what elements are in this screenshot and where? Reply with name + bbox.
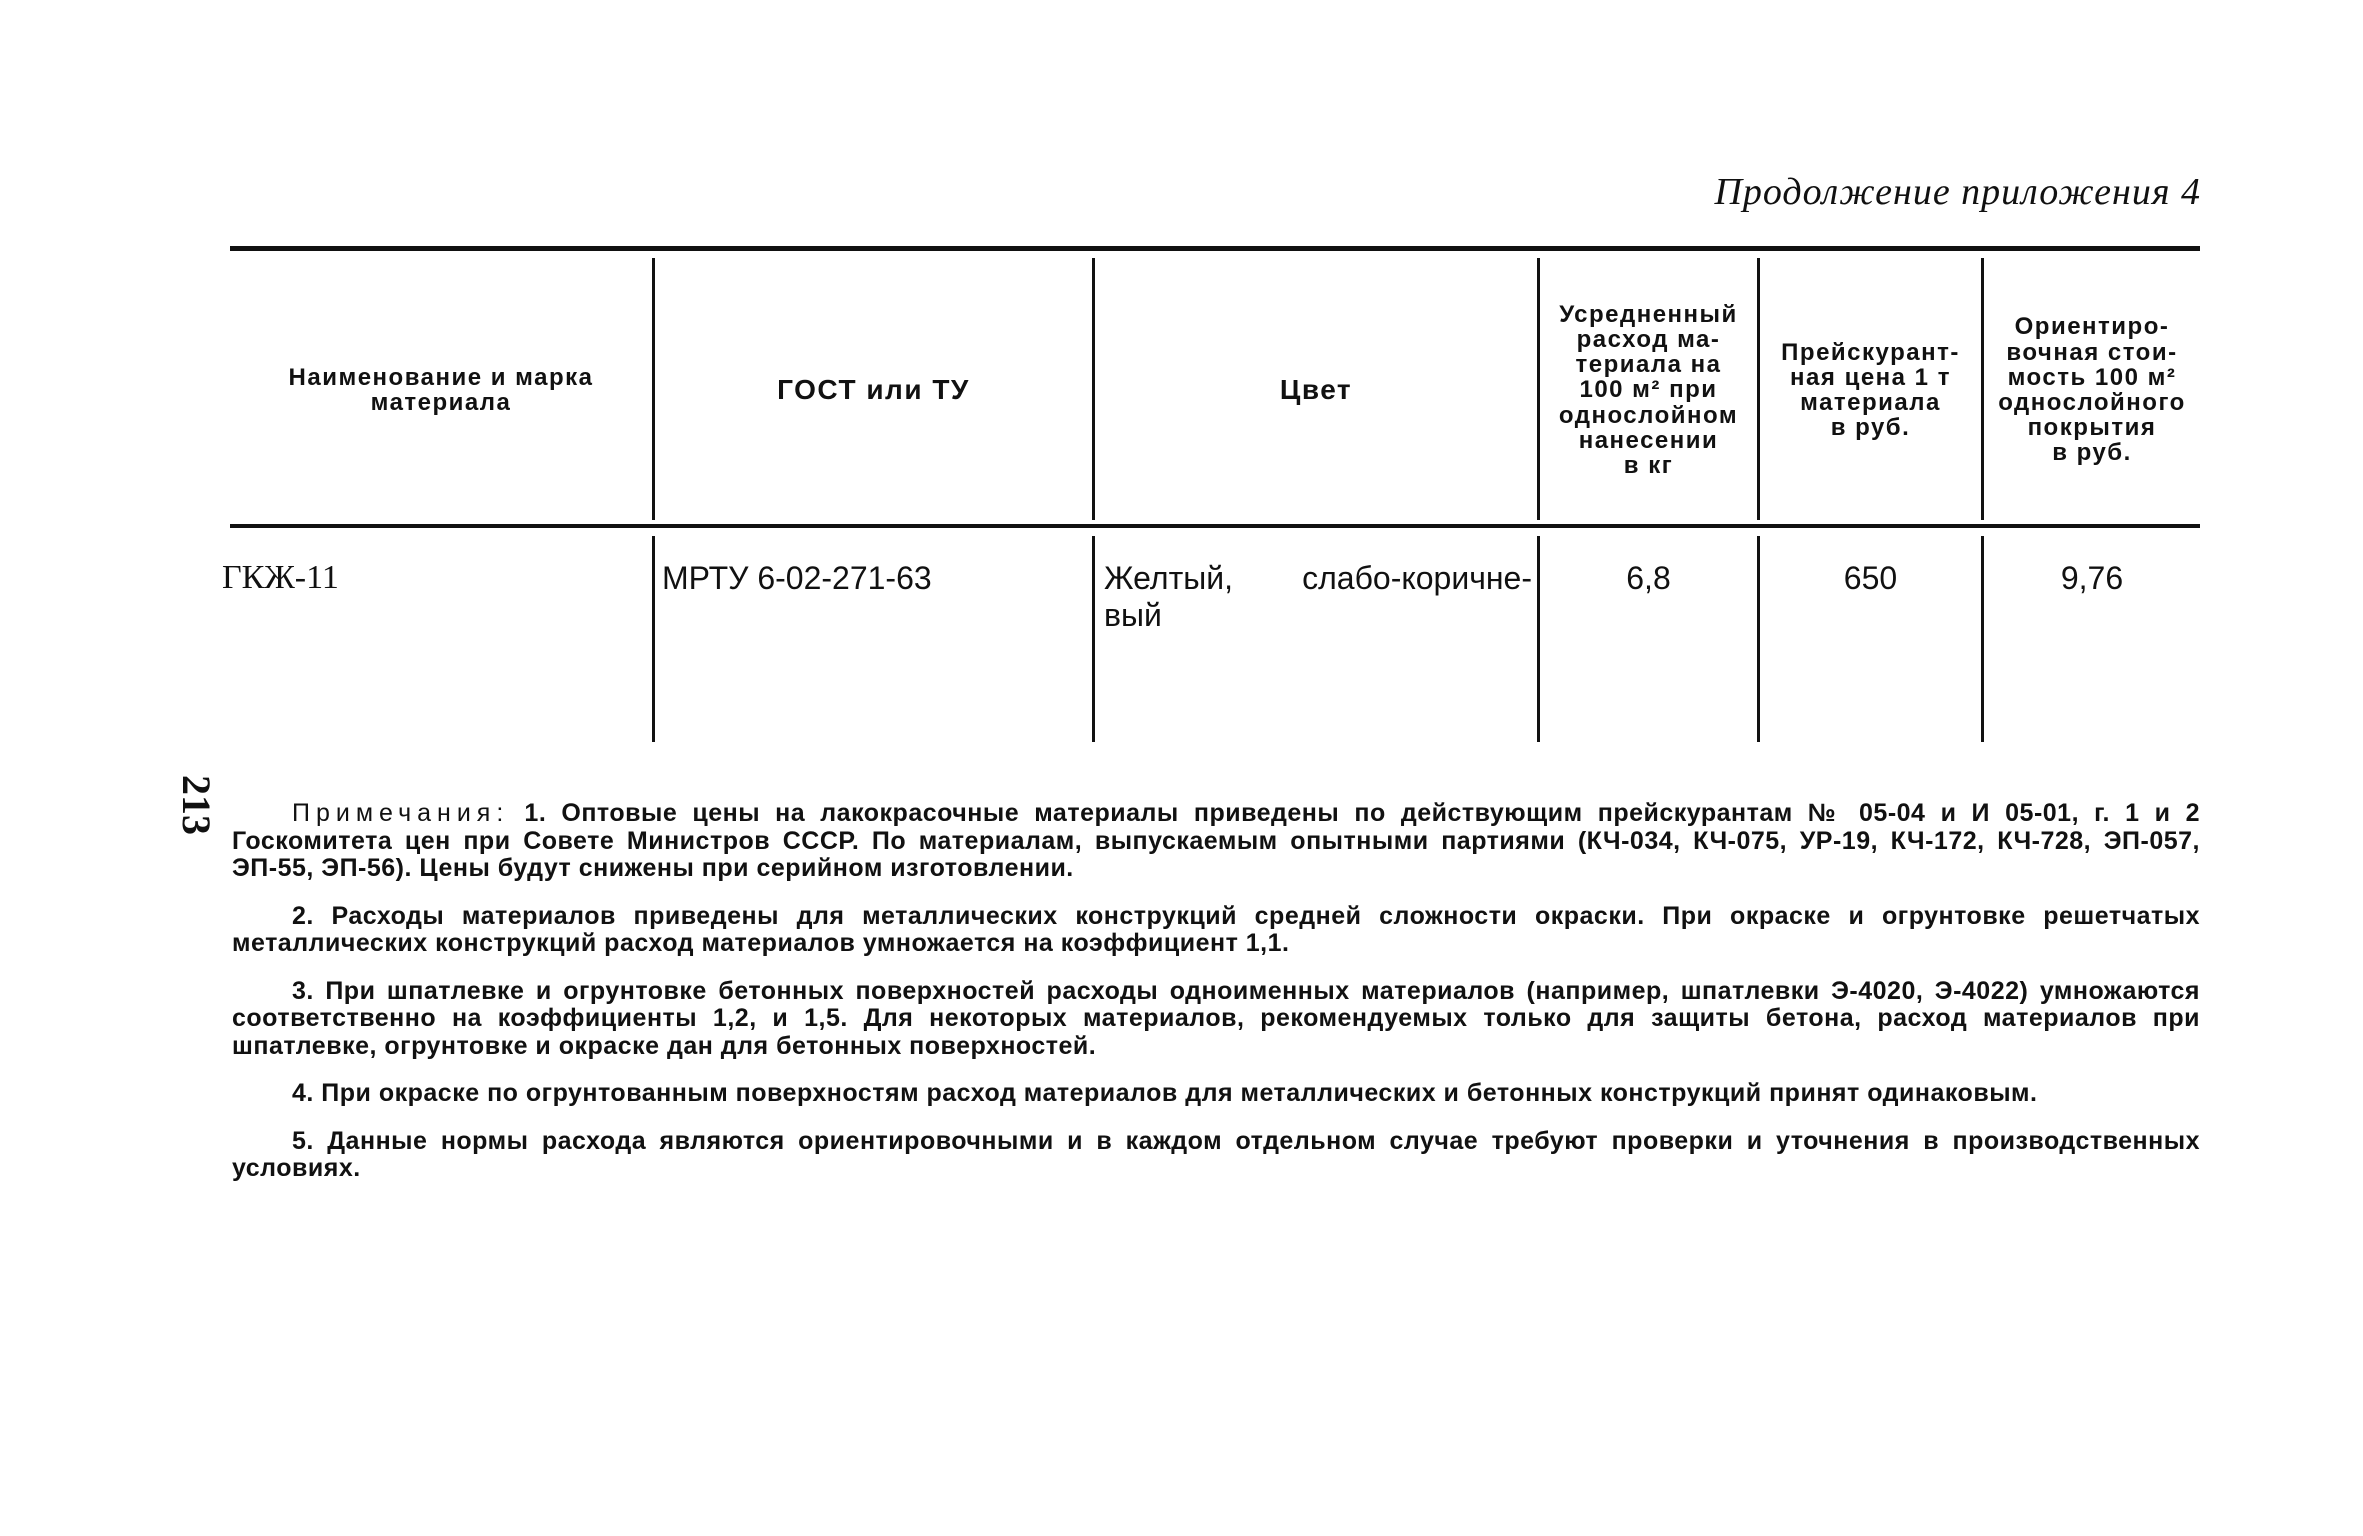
cell-color — [1104, 560, 1532, 634]
table-header-rule — [230, 524, 2200, 528]
notes-section — [232, 800, 2200, 1203]
cell-gost: МРТУ 6-02-271-63 — [662, 560, 932, 596]
page-number: 213 — [174, 775, 219, 835]
table-top-rule — [230, 246, 2200, 251]
note-5: 5. Данные нормы расхода являются ориентировочными и в каждом отдельном случае требуют проверки и уточнения в производственных условиях. — [232, 1126, 2200, 1182]
notes-lead: Примечания: — [292, 799, 510, 827]
cell-cost: 9,76 — [2060, 560, 2124, 596]
note-1-text: 1. Оптовые цены на лакокрасочные материалы приведены по действующим прейскурантам № 05-04 и И 05-01, г. 1 и 2 Госкомитета цен при Совете Министров СССР. По материалам, выпускаемым опытными партиями (КЧ-034, КЧ-075, УР-19, КЧ-172, КЧ-728, ЭП-057, ЭП-55, ЭП-56). Цены будут снижены при серийном изготовлении. — [232, 799, 2200, 882]
column-header-color: Цвет — [1279, 374, 1353, 406]
column-header-gost: ГОСТ или ТУ — [777, 374, 970, 406]
column-header-cost: Ориентиро- вочная стои- мость 100 м² однослойного покрытия в руб. — [1998, 313, 2186, 467]
column-header-name: Наименование и марка материала — [288, 363, 594, 416]
column-header-consumption: Усредненный расход ма- териала на 100 м² при однослойном нанесении в кг — [1558, 300, 1739, 479]
note-3: 3. При шпатлевке и огрунтовке бетонных поверхностей расходы одноименных материалов (например, шпатлевки Э-4020, Э-4022) умножаются соответственно на коэффициенты 1,2, и 1,5. Для некоторых материалов, рекомендуемых только для защиты бетона, расход материалов при шпатлевке, огрунтовке и окраске дан для бетонных поверхностей. — [232, 976, 2200, 1060]
column-header-price: Прейскурант- ная цена 1 т материала в руб. — [1781, 338, 1960, 442]
column-divider — [652, 536, 655, 742]
continuation-label: Продолжение приложения 4 — [1714, 171, 2201, 213]
cell-material-name: ГКЖ-11 — [222, 559, 339, 596]
note-4: 4. При окраске по огрунтованным поверхностям расход материалов для металлических и бетонных конструкций принят одинаковым. — [292, 1079, 2038, 1107]
column-divider — [1092, 536, 1095, 742]
cell-consumption: 6,8 — [1626, 560, 1671, 596]
note-1 — [232, 800, 2200, 883]
cell-color-text: Желтый, слабо-коричне- вый — [1104, 560, 1532, 633]
note-2: 2. Расходы материалов приведены для металлических конструкций средней сложности окраски. При окраске и огрунтовке решетчатых металлических конструкций расход материалов умножается на коэффициент 1,1. — [232, 901, 2200, 957]
cell-price: 650 — [1843, 560, 1898, 596]
